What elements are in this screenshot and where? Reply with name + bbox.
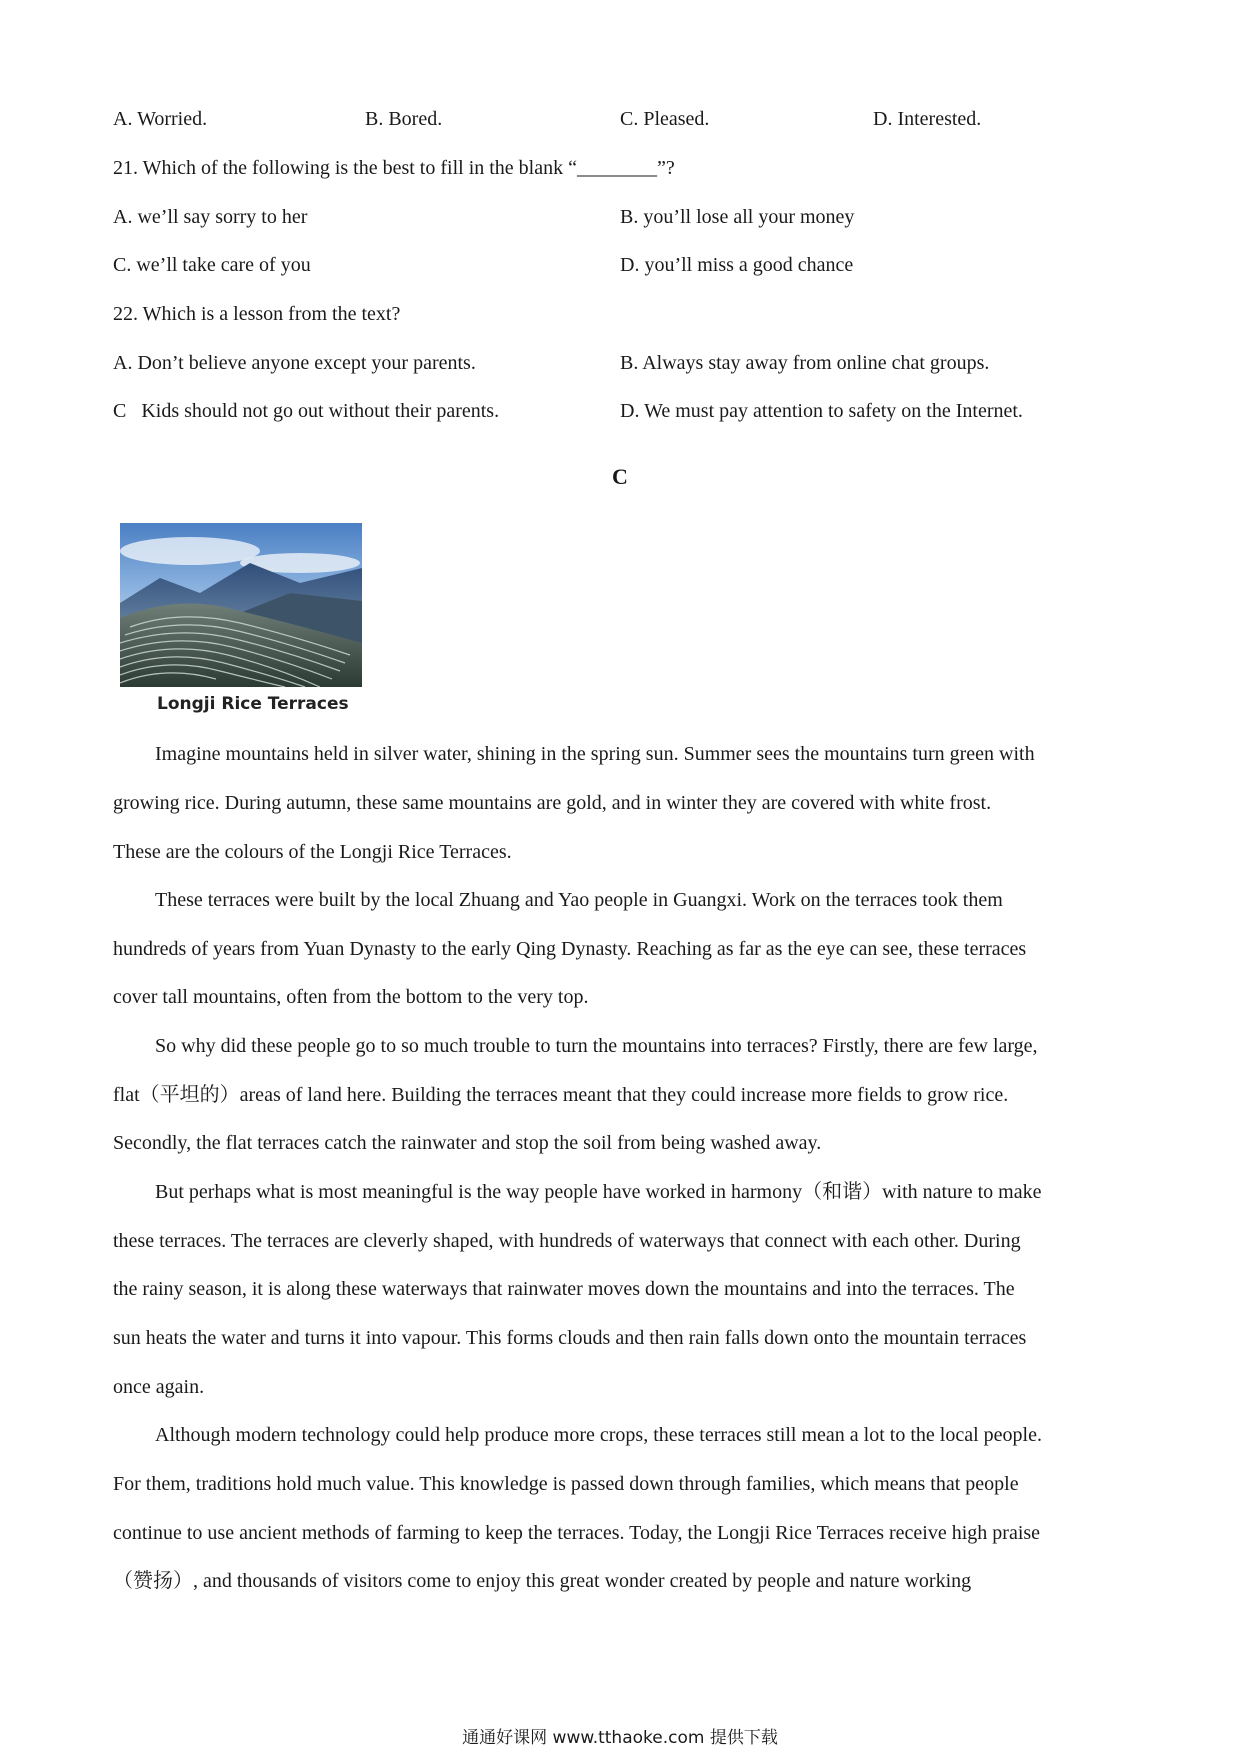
terraces-illustration [120, 523, 362, 687]
q22-option-d: D. We must pay attention to safety on the Internet. [620, 400, 1023, 422]
q21-question: 21. Which of the following is the best to fill in the blank “________”? [113, 157, 675, 179]
passage-line: the rainy season, it is along these waterways that rainwater moves down the mountains and into the terraces. The [113, 1278, 1015, 1300]
passage-line: once again. [113, 1376, 205, 1398]
q22-option-a: A. Don’t believe anyone except your parents. [113, 352, 476, 374]
passage-line: sun heats the water and turns it into vapour. This forms clouds and then rain falls down onto the mountain terraces [113, 1327, 1027, 1349]
passage-line: But perhaps what is most meaningful is the way people have worked in harmony（和谐）with nature to make [155, 1181, 1042, 1203]
passage-line: Although modern technology could help produce more crops, these terraces still mean a lot to the local people. [155, 1424, 1042, 1446]
passage-line: So why did these people go to so much trouble to turn the mountains into terraces? Firstly, there are few large, [155, 1035, 1038, 1057]
page-footer: 通通好课网 www.tthaoke.com 提供下载 [462, 1728, 778, 1748]
q22-option-c: C Kids should not go out without their parents. [113, 400, 500, 422]
passage-line: For them, traditions hold much value. This knowledge is passed down through families, which means that people [113, 1473, 1019, 1495]
passage-line: Imagine mountains held in silver water, shining in the spring sun. Summer sees the mountains turn green with [155, 743, 1035, 765]
image-caption: Longji Rice Terraces [157, 694, 349, 714]
passage-line: These are the colours of the Longji Rice Terraces. [113, 841, 512, 863]
q20-option-c: C. Pleased. [620, 108, 710, 130]
q21-option-d: D. you’ll miss a good chance [620, 254, 854, 276]
rice-terraces-photo [120, 523, 362, 687]
passage-line: Secondly, the flat terraces catch the rainwater and stop the soil from being washed away. [113, 1132, 822, 1154]
q22-option-b: B. Always stay away from online chat groups. [620, 352, 990, 374]
q20-option-a: A. Worried. [113, 108, 208, 130]
passage-line: growing rice. During autumn, these same mountains are gold, and in winter they are covered with white frost. [113, 792, 992, 814]
passage-line: these terraces. The terraces are cleverly shaped, with hundreds of waterways that connect with each other. During [113, 1230, 1021, 1252]
q20-option-d: D. Interested. [873, 108, 982, 130]
passage-line: continue to use ancient methods of farming to keep the terraces. Today, the Longji Rice Terraces receive high praise [113, 1522, 1041, 1544]
q21-option-c: C. we’ll take care of you [113, 254, 311, 276]
q20-option-b: B. Bored. [365, 108, 443, 130]
passage-line: （赞扬）, and thousands of visitors come to enjoy this great wonder created by people and nature working [113, 1570, 972, 1592]
passage-line: These terraces were built by the local Zhuang and Yao people in Guangxi. Work on the terraces took them [155, 889, 1003, 911]
section-heading: C [612, 464, 628, 489]
passage-line: hundreds of years from Yuan Dynasty to the early Qing Dynasty. Reaching as far as the eye can see, these terraces [113, 938, 1027, 960]
q21-option-b: B. you’ll lose all your money [620, 206, 855, 228]
q22-question: 22. Which is a lesson from the text? [113, 303, 401, 325]
passage-line: cover tall mountains, often from the bottom to the very top. [113, 986, 589, 1008]
passage-line: flat（平坦的）areas of land here. Building the terraces meant that they could increase more fields to grow rice. [113, 1084, 1009, 1106]
q21-option-a: A. we’ll say sorry to her [113, 206, 308, 228]
